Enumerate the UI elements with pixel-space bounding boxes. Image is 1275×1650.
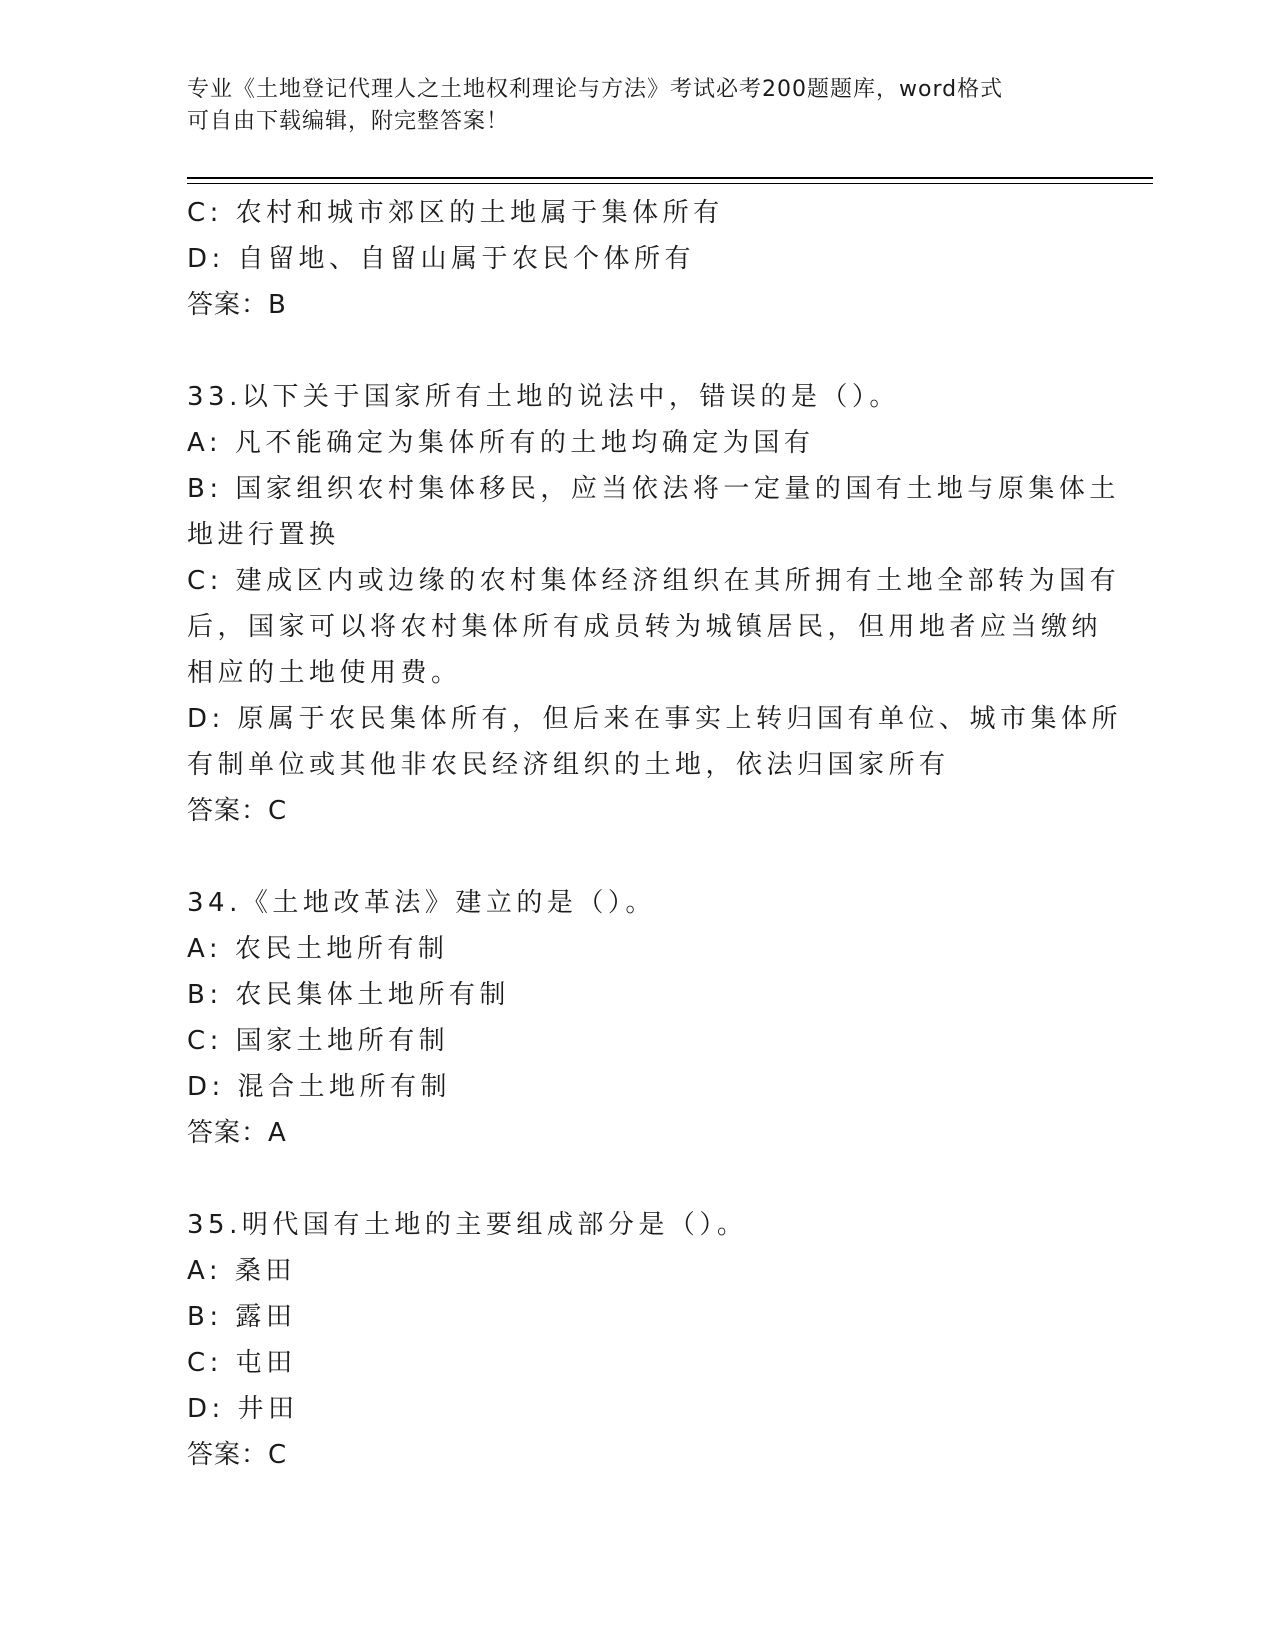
option-d: D: 混合土地所有制 (187, 1072, 452, 1102)
option-b: B: 农民集体土地所有制 (187, 980, 510, 1010)
question-text: 34.《土地改革法》建立的是（）。 (187, 888, 656, 918)
option-c-line-2: 后，国家可以将农村集体所有成员转为城镇居民，但用地者应当缴纳 (187, 612, 1103, 642)
answer-line: 答案：C (187, 1440, 288, 1470)
question-block-35 (187, 1202, 1087, 1478)
option-c: C: 屯田 (187, 1348, 297, 1378)
question-block-32-continued (187, 190, 1087, 328)
option-d: D: 井田 (187, 1394, 299, 1424)
document-header (187, 74, 1087, 138)
header-rule-thick (187, 177, 1153, 179)
header-title-line-2: 可自由下载编辑，附完整答案！ (187, 109, 510, 134)
option-c: C: 农村和城市郊区的土地属于集体所有 (187, 198, 724, 228)
answer-line: 答案：B (187, 290, 287, 320)
option-d-line-2: 有制单位或其他非农民经济组织的土地，依法归国家所有 (187, 750, 950, 780)
option-c: C: 国家土地所有制 (187, 1026, 450, 1056)
question-block-33 (187, 374, 1123, 834)
option-b: B: 露田 (187, 1302, 297, 1332)
option-a: A: 桑田 (187, 1256, 296, 1286)
option-c-line-1: C: 建成区内或边缘的农村集体经济组织在其所拥有土地全部转为国有 (187, 566, 1121, 596)
header-title-line-1: 专业《土地登记代理人之土地权利理论与方法》考试必考200题题库，word格式 (187, 77, 1004, 102)
option-a: A: 凡不能确定为集体所有的土地均确定为国有 (187, 428, 815, 458)
option-d: D: 自留地、自留山属于农民个体所有 (187, 244, 696, 274)
option-c-line-3: 相应的土地使用费。 (187, 658, 462, 688)
option-a: A: 农民土地所有制 (187, 934, 449, 964)
spacer (187, 834, 1087, 880)
answer-line: 答案：C (187, 796, 288, 826)
spacer (187, 1156, 1087, 1202)
option-b-line-2: 地进行置换 (187, 520, 340, 550)
spacer (187, 328, 1087, 374)
answer-line: 答案：A (187, 1118, 287, 1148)
option-d-line-1: D: 原属于农民集体所有，但后来在事实上转归国有单位、城市集体所 (187, 704, 1123, 734)
question-list (187, 190, 1123, 1478)
question-block-34 (187, 880, 1087, 1156)
question-text: 35.明代国有土地的主要组成部分是（）。 (187, 1210, 748, 1240)
question-text: 33.以下关于国家所有土地的说法中，错误的是（）。 (187, 382, 900, 412)
header-rule-thin (187, 183, 1153, 184)
option-b-line-1: B: 国家组织农村集体移民，应当依法将一定量的国有土地与原集体土 (187, 474, 1120, 504)
